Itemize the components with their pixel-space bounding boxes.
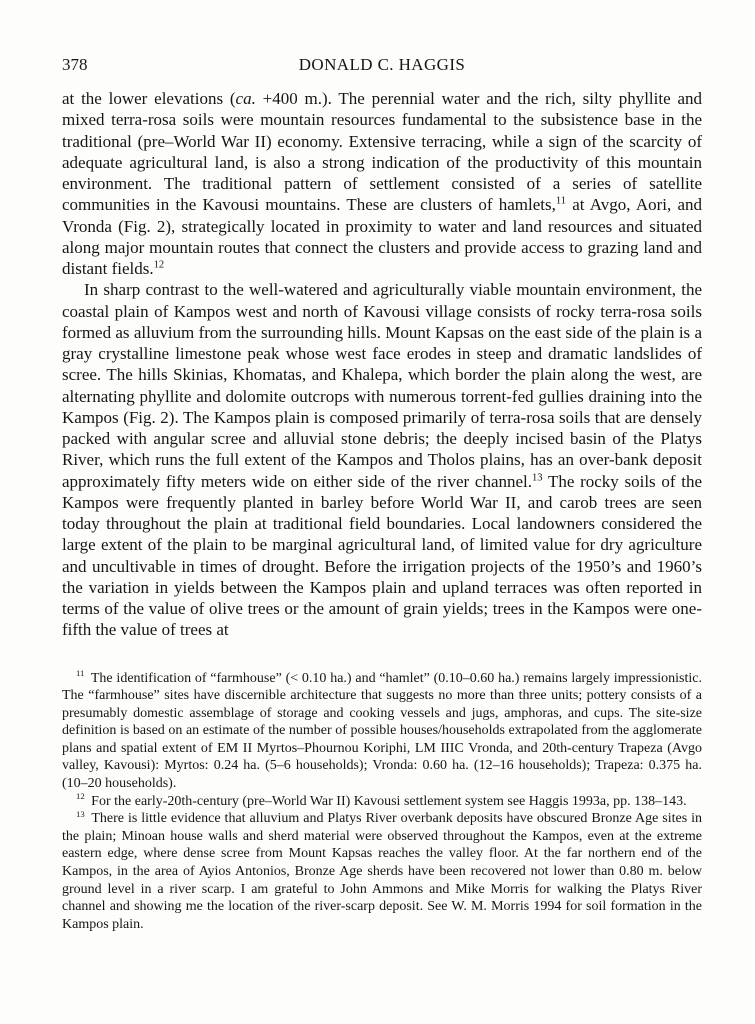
running-head: DONALD C. HAGGIS bbox=[298, 55, 466, 74]
footnote bbox=[62, 810, 702, 933]
footnote bbox=[62, 667, 702, 793]
footnotes-section bbox=[62, 667, 702, 934]
page-header bbox=[62, 54, 702, 75]
text-run: In sharp contrast to the well-watered and agriculturally viable mountain environment, the coastal plain of Kampos west and north of Kavousi village consists of rocky terra-rosa soils formed as alluvium from the surrounding hills. Mount Kapsas on the east side of the plain is a gray crystalline limestone peak whose west face erodes in steep and dramatic landslides of scree. The hills Skinias, Khomatas, and Khalepa, which border the plain along the west, are alternating phyllite and dolomite outcrops with numerous torrent-fed gullies draining into the Kampos (Fig. 2). The Kampos plain is composed primarily of terra-rosa soils that are densely packed with angular scree and alluvial stone debris; the deeply incised basin of the Platys River, which runs the full extent of the Kampos and Tholos plains, has an over-bank deposit approximately fifty meters wide on either side of the river channel. bbox=[62, 280, 702, 491]
article-body bbox=[62, 88, 702, 933]
footnote-marker: 12 bbox=[153, 259, 165, 271]
footnote bbox=[62, 793, 702, 811]
footnote-marker: 11 bbox=[555, 195, 566, 207]
text-run: +400 m.). The perennial water and the rich, silty phyllite and mixed terra-rosa soils were mountain resources fundamental to the subsistence base in the traditional (pre–World War II) economy. Extensive terracing, while a sign of the scarcity of adequate agricultural land, is also a strong indication of the productivity of this mountain environment. The traditional pattern of settlement consisted of a series of satellite communities in the Kavousi mountains. These are clusters of hamlets, bbox=[62, 89, 702, 215]
body-paragraph bbox=[62, 88, 702, 279]
footnote-number: 12 bbox=[76, 791, 85, 801]
text-run: There is little evidence that alluvium and Platys River overbank deposits have obscured Bronze Age sites in the plain; Minoan house walls and sherd material were observed throughout the Kampos, even at the extreme eastern edge, where dense scree from Mount Kapsas reaches the valley floor. At the far northern end of the Kampos, in the area of Ayios Antonios, Bronze Age sherds have been recovered not lower than 0.80 m. below ground level in a river scarp. I am grateful to John Ammons and Mike Morris for walking the Platys River channel and showing me the location of the river-scarp deposit. See W. M. Morris 1994 for soil formation in the Kampos plain. bbox=[62, 811, 702, 932]
text-run: The identification of “farmhouse” (< 0.10 ha.) and “hamlet” (0.10–0.60 ha.) remains largely impressionistic. The “farmhouse” sites have discernible architecture that suggests no more than three units; pottery consists of a presumably domestic assemblage of storage and cooking vessels and jugs, amphoras, and cups. The site-size definition is based on an estimate of the number of possible houses/households extrapolated from the agglomerate plans and spatial extent of EM II Myrtos–Phournou Koriphi, LM IIIC Vronda, and 20th-century Trapeza (Avgo valley, Kavousi): Myrtos: 0.24 ha. (5–6 households); Vronda: 0.60 ha. (12–16 households); Trapeza: 0.375 ha. (10–20 households). bbox=[62, 670, 702, 792]
text-run: ca. bbox=[235, 89, 256, 108]
text-run: at Avgo, Aori, and Vronda (Fig. 2), strategically located in proximity to water and land resources and situated along major mountain routes that connect the clusters and provide access to grazing land and distant fields. bbox=[62, 195, 702, 278]
text-run: at the lower elevations ( bbox=[62, 89, 236, 108]
footnote-marker: 13 bbox=[532, 471, 543, 483]
page-number: 378 bbox=[62, 55, 88, 74]
footnote-number: 11 bbox=[76, 667, 85, 678]
footnote-number: 13 bbox=[76, 808, 85, 819]
text-run: The rocky soils of the Kampos were frequently planted in barley before World War II, and carob trees are seen today throughout the plain at traditional field boundaries. Local landowners considered the large extent of the plain to be marginal agricultural land, of limited value for dry agriculture and uncultivable in times of drought. Before the irrigation projects of the 1950’s and 1960’s the variation in yields between the Kampos plain and upland terraces was often reported in terms of the value of olive trees or the amount of grain yields; trees in the Kampos were one-fifth the value of trees at bbox=[62, 471, 702, 640]
body-paragraph bbox=[62, 279, 702, 640]
text-run: For the early-20th-century (pre–World War II) Kavousi settlement system see Haggis 1993a, pp. 138–143. bbox=[87, 793, 687, 809]
body-paragraphs bbox=[62, 88, 702, 641]
